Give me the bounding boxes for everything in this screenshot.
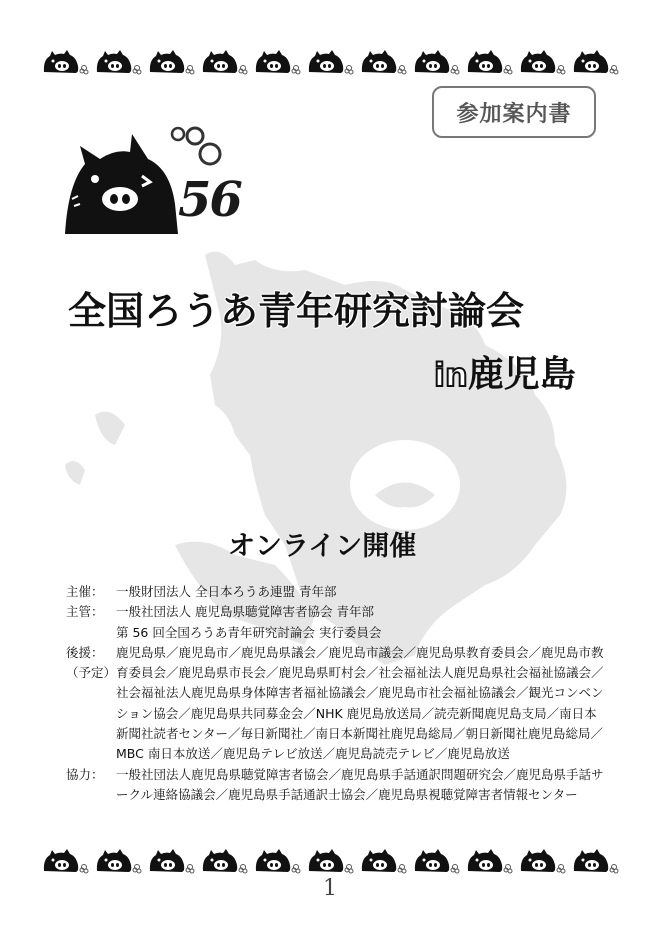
- organizer-row-host: [66, 582, 606, 602]
- event-number: 56: [178, 172, 241, 228]
- boar-volcano-logo-icon: [60, 124, 280, 244]
- organizer-label: 後援： （予定）: [66, 644, 117, 681]
- organizer-text: [116, 643, 606, 765]
- location-prefix: in: [434, 356, 468, 394]
- boar-icon: [570, 847, 620, 875]
- organizer-line: 鹿児島県／鹿児島市／鹿児島県議会／鹿児島市議会／鹿児島県教育委員会／鹿児島市教育委員会／鹿児島県市長会／鹿児島県町村会／社会福祉法人鹿児島県社会福祉協議会／社会福祉法人鹿児島県身体障害者福祉協議会／鹿児島市社会福祉協議会／観光コンベンション協会／鹿児島県共同募金会／NHK 鹿児島放送局／読売新聞鹿児島支局／南日本新聞社読者センター／毎日新聞社／南日本新聞社鹿児島総局／朝日新聞社鹿児島総局／MBC 南日本放送／鹿児島テレビ放送／鹿児島読売テレビ／鹿児島放送: [116, 644, 604, 762]
- organizer-label: 協力：: [66, 766, 104, 782]
- organizer-text: [116, 582, 606, 602]
- boar-icon: [40, 48, 90, 76]
- organizer-row-cooperation: [66, 765, 606, 806]
- boar-icon: [411, 48, 461, 76]
- boar-icon: [199, 48, 249, 76]
- boar-icon: [146, 847, 196, 875]
- document-type-badge: 参加案内書: [432, 86, 596, 138]
- page-number: 1: [323, 876, 337, 901]
- organizer-label: 主催：: [66, 584, 104, 599]
- boar-icon: [40, 847, 90, 875]
- boar-icon: [358, 847, 408, 875]
- boar-icon: [358, 48, 408, 76]
- event-location: [434, 346, 576, 397]
- organizer-row-manager: [66, 602, 606, 643]
- organizer-label: 主管：: [66, 604, 104, 620]
- organizer-row-sponsors: [66, 643, 606, 765]
- boar-icon: [517, 847, 567, 875]
- event-format: オンライン開催: [228, 531, 417, 562]
- organizer-line: 一般社団法人鹿児島県聴覚障害者協会／鹿児島県手話通訳問題研究会／鹿児島県手話サークル連絡協議会／鹿児島県手話通訳士協会／鹿児島県視聴覚障害者情報センター: [116, 766, 604, 802]
- top-boar-border: [40, 47, 620, 77]
- boar-icon: [305, 48, 355, 76]
- boar-icon: [305, 847, 355, 875]
- boar-icon: [252, 48, 302, 76]
- boar-icon: [146, 48, 196, 76]
- boar-icon: [199, 847, 249, 875]
- organizer-text: [116, 602, 606, 643]
- location-name: 鹿児島: [467, 354, 576, 395]
- boar-icon: [252, 847, 302, 875]
- organizer-line: 一般社団法人 鹿児島県聴覚障害者協会 青年部: [116, 604, 374, 620]
- bottom-boar-border: [40, 846, 620, 876]
- boar-icon: [464, 847, 514, 875]
- organizer-text: [116, 765, 606, 806]
- boar-icon: [517, 48, 567, 76]
- organizer-line: 第 56 回全国ろうあ青年研究討論会 実行委員会: [116, 624, 382, 640]
- boar-icon: [93, 847, 143, 875]
- organizer-line: 一般財団法人 全日本ろうあ連盟 青年部: [116, 584, 337, 599]
- boar-icon: [570, 48, 620, 76]
- boar-icon: [464, 48, 514, 76]
- boar-icon: [411, 847, 461, 875]
- organizer-list: [66, 582, 606, 805]
- boar-icon: [93, 48, 143, 76]
- event-title: 全国ろうあ青年研究討論会: [68, 289, 525, 333]
